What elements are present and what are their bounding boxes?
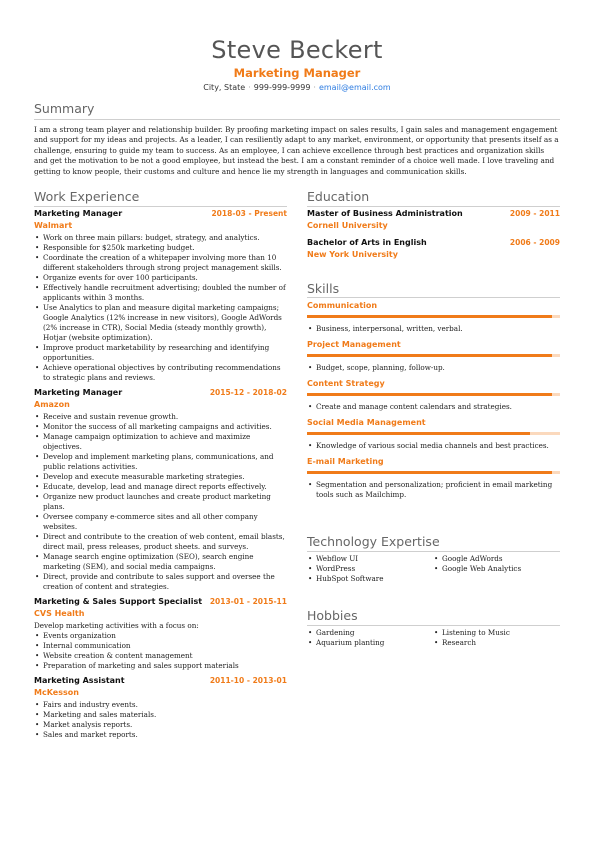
bullet-item: • Improve product marketability by researching and identifying opportunities.: [34, 343, 287, 363]
hobbies-column: [433, 628, 559, 648]
skills-divider: [307, 297, 560, 298]
bullet-item: • Manage campaign optimization to achieve and maximize objectives.: [34, 432, 287, 452]
technology-column: [307, 554, 433, 584]
bullet-item: • Direct, provide and contribute to sales support and oversee the creation of content and strategies.: [34, 572, 287, 592]
job-title: Marketing Manager: [34, 209, 123, 218]
education-entry: [307, 238, 560, 259]
skill-level-bar: [307, 393, 560, 396]
job-header: [34, 676, 287, 685]
job-entry: [34, 676, 287, 740]
skill-description-list: [307, 441, 560, 451]
technology-item: • WordPress: [307, 564, 433, 574]
skill-description-list: [307, 363, 560, 373]
education-entry: [307, 209, 560, 230]
technology-item: • Google Web Analytics: [433, 564, 559, 574]
skill-description-list: [307, 480, 560, 500]
job-title: Marketing & Sales Support Specialist: [34, 597, 203, 606]
education-dates: 2006 - 2009: [509, 238, 560, 247]
bullet-item: • Marketing and sales materials.: [34, 710, 287, 720]
job-header: [34, 209, 287, 218]
bullet-item: • Develop and implement marketing plans, communications, and public relations activities.: [34, 452, 287, 472]
job-entry: [34, 209, 287, 383]
job-bullets: [34, 233, 287, 383]
skill-level-fill: [307, 315, 552, 318]
technology-item: • Google AdWords: [433, 554, 559, 564]
degree: Master of Business Administration: [307, 209, 463, 218]
job-dates: 2013-01 - 2015-11: [209, 597, 287, 606]
skill-description: • Knowledge of various social media channels and best practices.: [307, 441, 560, 451]
skill-level-bar: [307, 315, 560, 318]
skill-entry: [307, 379, 560, 412]
education-header: [307, 238, 560, 247]
education-title: Education: [307, 189, 370, 204]
skill-description-list: [307, 324, 560, 334]
school-name: Cornell University: [307, 221, 388, 230]
company-name: Walmart: [34, 221, 73, 230]
skill-entry: [307, 418, 560, 451]
skill-name: E-mail Marketing: [307, 457, 384, 466]
skill-description: • Budget, scope, planning, follow-up.: [307, 363, 560, 373]
experience-title: Work Experience: [34, 189, 140, 204]
email-link[interactable]: email@email.com: [318, 83, 391, 92]
candidate-role: Marketing Manager: [233, 66, 361, 80]
bullet-item: • Direct and contribute to the creation of web content, email blasts, direct mail, press releases, product sheets. and surveys.: [34, 532, 287, 552]
technology-item: • HubSpot Software: [307, 574, 433, 584]
job-bullets: [34, 631, 287, 671]
technology-divider: [307, 551, 560, 552]
skill-name: Project Management: [307, 340, 401, 349]
skill-level-fill: [307, 354, 552, 357]
bullet-item: • Manage search engine optimization (SEO), search engine marketing (SEM), and social media campaigns.: [34, 552, 287, 572]
education-header: [307, 209, 560, 218]
education-dates: 2009 - 2011: [509, 209, 560, 218]
skill-name: Content Strategy: [307, 379, 385, 388]
technology-list: [307, 554, 560, 584]
hobbies-item: • Gardening: [307, 628, 433, 638]
hobbies-divider: [307, 625, 560, 626]
bullet-item: • Market analysis reports.: [34, 720, 287, 730]
experience-list: [34, 209, 287, 745]
degree: Bachelor of Arts in English: [307, 238, 427, 247]
skill-description-list: [307, 402, 560, 412]
bullet-item: • Work on three main pillars: budget, strategy, and analytics.: [34, 233, 287, 243]
candidate-name: Steve Beckert: [211, 36, 383, 64]
job-bullets: [34, 700, 287, 740]
skill-level-fill: [307, 393, 552, 396]
skill-level-bar: [307, 354, 560, 357]
experience-divider: [34, 206, 287, 207]
hobbies-item: • Listening to Music: [433, 628, 559, 638]
skill-description: • Segmentation and personalization; proficient in email marketing tools such as Mailchimp.: [307, 480, 560, 500]
bullet-item: • Responsible for $250k marketing budget.: [34, 243, 287, 253]
job-header: [34, 388, 287, 397]
job-entry: [34, 388, 287, 592]
job-entry: [34, 597, 287, 671]
technology-item: • Webflow UI: [307, 554, 433, 564]
technology-title: Technology Expertise: [307, 534, 440, 549]
job-title: Marketing Manager: [34, 388, 123, 397]
education-list: [307, 209, 560, 267]
job-dates: 2018-03 - Present: [211, 209, 287, 218]
location: City, State: [203, 83, 246, 92]
separator: ·: [313, 83, 316, 92]
education-divider: [307, 206, 560, 207]
bullet-item: • Sales and market reports.: [34, 730, 287, 740]
skill-name: Social Media Management: [307, 418, 426, 427]
bullet-item: • Effectively handle recruitment advertising; doubled the number of applicants within 3 months.: [34, 283, 287, 303]
summary-divider: [34, 119, 560, 120]
hobbies-list: [307, 628, 560, 648]
job-header: [34, 597, 287, 606]
bullet-item: • Organize events for over 100 participants.: [34, 273, 287, 283]
contact-line: [0, 83, 594, 92]
separator: ·: [248, 83, 251, 92]
bullet-item: • Preparation of marketing and sales support materials: [34, 661, 287, 671]
bullet-item: • Coordinate the creation of a whitepaper involving more than 10 different stakeholders through strong project management skills.: [34, 253, 287, 273]
bullet-item: • Educate, develop, lead and manage direct reports effectively.: [34, 482, 287, 492]
skill-level-fill: [307, 432, 530, 435]
school-name: New York University: [307, 250, 398, 259]
hobbies-title: Hobbies: [307, 608, 358, 623]
technology-column: [433, 554, 559, 584]
bullet-item: • Monitor the success of all marketing campaigns and activities.: [34, 422, 287, 432]
skills-list: [307, 301, 560, 506]
skills-title: Skills: [307, 281, 340, 296]
skill-level-bar: [307, 471, 560, 474]
bullet-item: • Use Analytics to plan and measure digital marketing campaigns; Google Analytics (12% increase in new visitors), Google AdWords (2% increase in CTR), Social Media (steady monthly growth), Hotjar (website optimization).: [34, 303, 287, 343]
summary-title: Summary: [34, 101, 95, 116]
bullet-item: • Internal communication: [34, 641, 287, 651]
skill-name: Communication: [307, 301, 378, 310]
job-dates: 2015-12 - 2018-02: [209, 388, 287, 397]
hobbies-item: • Aquarium planting: [307, 638, 433, 648]
bullet-item: • Develop and execute measurable marketing strategies.: [34, 472, 287, 482]
job-title: Marketing Assistant: [34, 676, 125, 685]
bullet-item: • Organize new product launches and create product marketing plans.: [34, 492, 287, 512]
skill-description: • Business, interpersonal, written, verbal.: [307, 324, 560, 334]
bullet-item: • Achieve operational objectives by contributing recommendations to strategic plans and reviews.: [34, 363, 287, 383]
company-name: Amazon: [34, 400, 70, 409]
skill-level-bar: [307, 432, 560, 435]
bullet-item: • Website creation & content management: [34, 651, 287, 661]
hobbies-column: [307, 628, 433, 648]
bullet-item: • Receive and sustain revenue growth.: [34, 412, 287, 422]
summary-text: I am a strong team player and relationship builder. By proofing marketing impact on sales results, I gain sales and management engagement and support for my ideas and projects. As a leader, I can resiliently adapt to any market, environment, or opportunity that presents itself as a challenge, ensuring to guide my team to success. As an employee, I can achieve excellence through best practices and organization skills and get the motivation to be not a good employee, but instead the best. I am a constant reminder of a choice well made. I love traveling and getting to know people, their customs and culture and hence lie my strength in languages and communication skills.: [34, 125, 559, 176]
skill-entry: [307, 340, 560, 373]
skill-description: • Create and manage content calendars and strategies.: [307, 402, 560, 412]
job-dates: 2011-10 - 2013-01: [209, 676, 287, 685]
skill-entry: [307, 457, 560, 500]
bullet-item: • Events organization: [34, 631, 287, 641]
hobbies-item: • Research: [433, 638, 559, 648]
bullet-item: • Fairs and industry events.: [34, 700, 287, 710]
skill-entry: [307, 301, 560, 334]
company-name: CVS Health: [34, 609, 85, 618]
company-name: McKesson: [34, 688, 79, 697]
job-bullets: [34, 412, 287, 592]
bullet-item: • Oversee company e-commerce sites and all other company websites.: [34, 512, 287, 532]
job-intro: Develop marketing activities with a focus on:: [34, 621, 199, 630]
skill-level-fill: [307, 471, 552, 474]
phone: 999-999-9999: [253, 83, 311, 92]
